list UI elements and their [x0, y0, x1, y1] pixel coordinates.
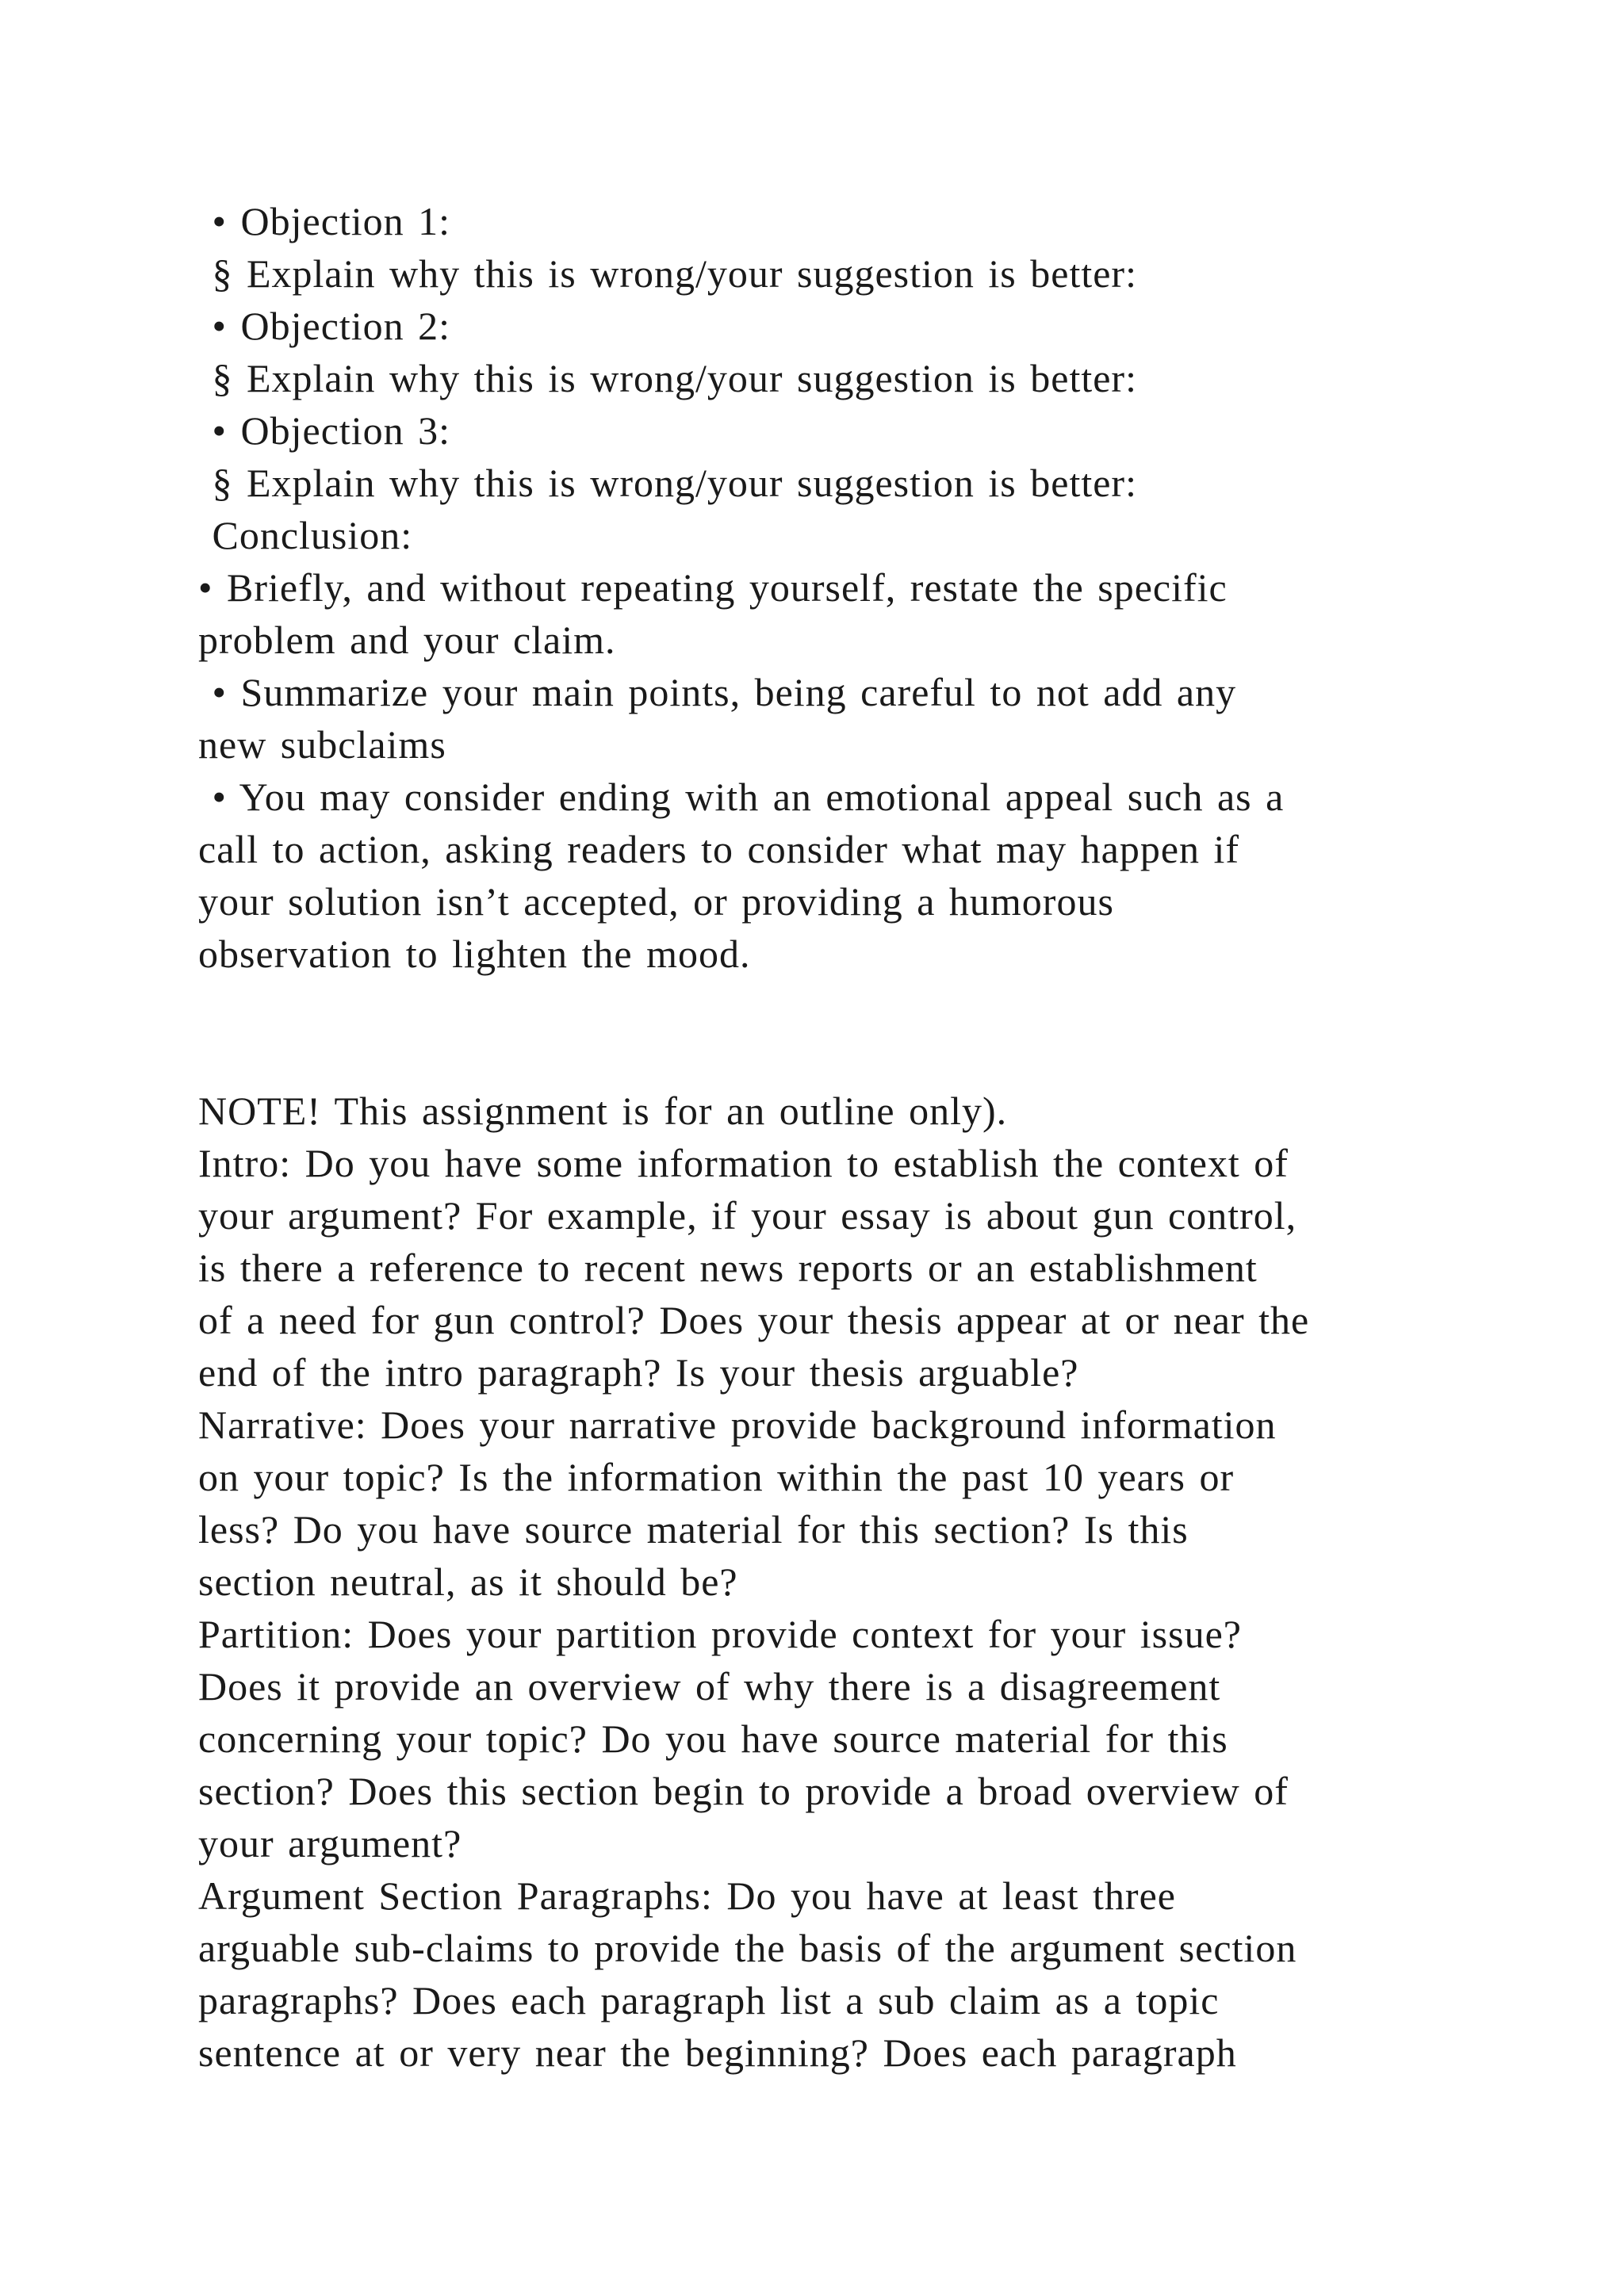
conclusion-heading: Conclusion:: [198, 513, 413, 557]
narrative-paragraph-line: Narrative: Does your narrative provide background information: [198, 1402, 1277, 1447]
argument-paragraph-line: Argument Section Paragraphs: Do you have at least three: [198, 1873, 1176, 1918]
objection-2-explain: § Explain why this is wrong/your suggestion is better:: [198, 356, 1137, 400]
partition-paragraph-line: Partition: Does your partition provide context for your issue?: [198, 1612, 1242, 1656]
narrative-paragraph-line: on your topic? Is the information within the past 10 years or: [198, 1455, 1235, 1499]
argument-paragraph-line: paragraphs? Does each paragraph list a sub claim as a topic: [198, 1978, 1220, 2022]
objection-3-bullet: • Objection 3:: [198, 408, 451, 453]
intro-paragraph-line: your argument? For example, if your essay is about gun control,: [198, 1193, 1297, 1238]
conclusion-item-3-cont: your solution isn’t accepted, or providing a humorous: [198, 879, 1114, 924]
conclusion-item-1-cont: problem and your claim.: [198, 618, 616, 662]
partition-paragraph-line: concerning your topic? Do you have source material for this: [198, 1716, 1228, 1761]
conclusion-item-1: • Briefly, and without repeating yourself, restate the specific: [198, 565, 1228, 610]
conclusion-item-2: • Summarize your main points, being careful to not add any: [198, 670, 1237, 714]
objection-1-bullet: • Objection 1:: [198, 199, 451, 243]
intro-paragraph-line: end of the intro paragraph? Is your thesis arguable?: [198, 1350, 1079, 1395]
conclusion-item-2-cont: new subclaims: [198, 722, 446, 767]
intro-paragraph-line: of a need for gun control? Does your thesis appear at or near the: [198, 1298, 1310, 1342]
partition-paragraph-line: Does it provide an overview of why there is a disagreement: [198, 1664, 1221, 1709]
intro-paragraph-line: Intro: Do you have some information to establish the context of: [198, 1141, 1289, 1185]
objection-1-explain: § Explain why this is wrong/your suggestion is better:: [198, 251, 1137, 296]
conclusion-item-3-cont: call to action, asking readers to consider what may happen if: [198, 827, 1240, 871]
objection-3-explain: § Explain why this is wrong/your suggestion is better:: [198, 461, 1137, 505]
conclusion-item-3-cont: observation to lighten the mood.: [198, 932, 751, 976]
partition-paragraph-line: section? Does this section begin to provide a broad overview of: [198, 1769, 1289, 1813]
note-line: NOTE! This assignment is for an outline only).: [198, 1089, 1008, 1133]
intro-paragraph-line: is there a reference to recent news reports or an establishment: [198, 1246, 1258, 1290]
narrative-paragraph-line: less? Do you have source material for this section? Is this: [198, 1507, 1189, 1552]
argument-paragraph-line: arguable sub-claims to provide the basis of the argument section: [198, 1926, 1297, 1970]
argument-paragraph-line: sentence at or very near the beginning? Does each paragraph: [198, 2030, 1237, 2075]
objection-2-bullet: • Objection 2:: [198, 304, 451, 348]
narrative-paragraph-line: section neutral, as it should be?: [198, 1559, 738, 1604]
partition-paragraph-line: your argument?: [198, 1821, 462, 1866]
conclusion-item-3: • You may consider ending with an emotional appeal such as a: [198, 775, 1285, 819]
